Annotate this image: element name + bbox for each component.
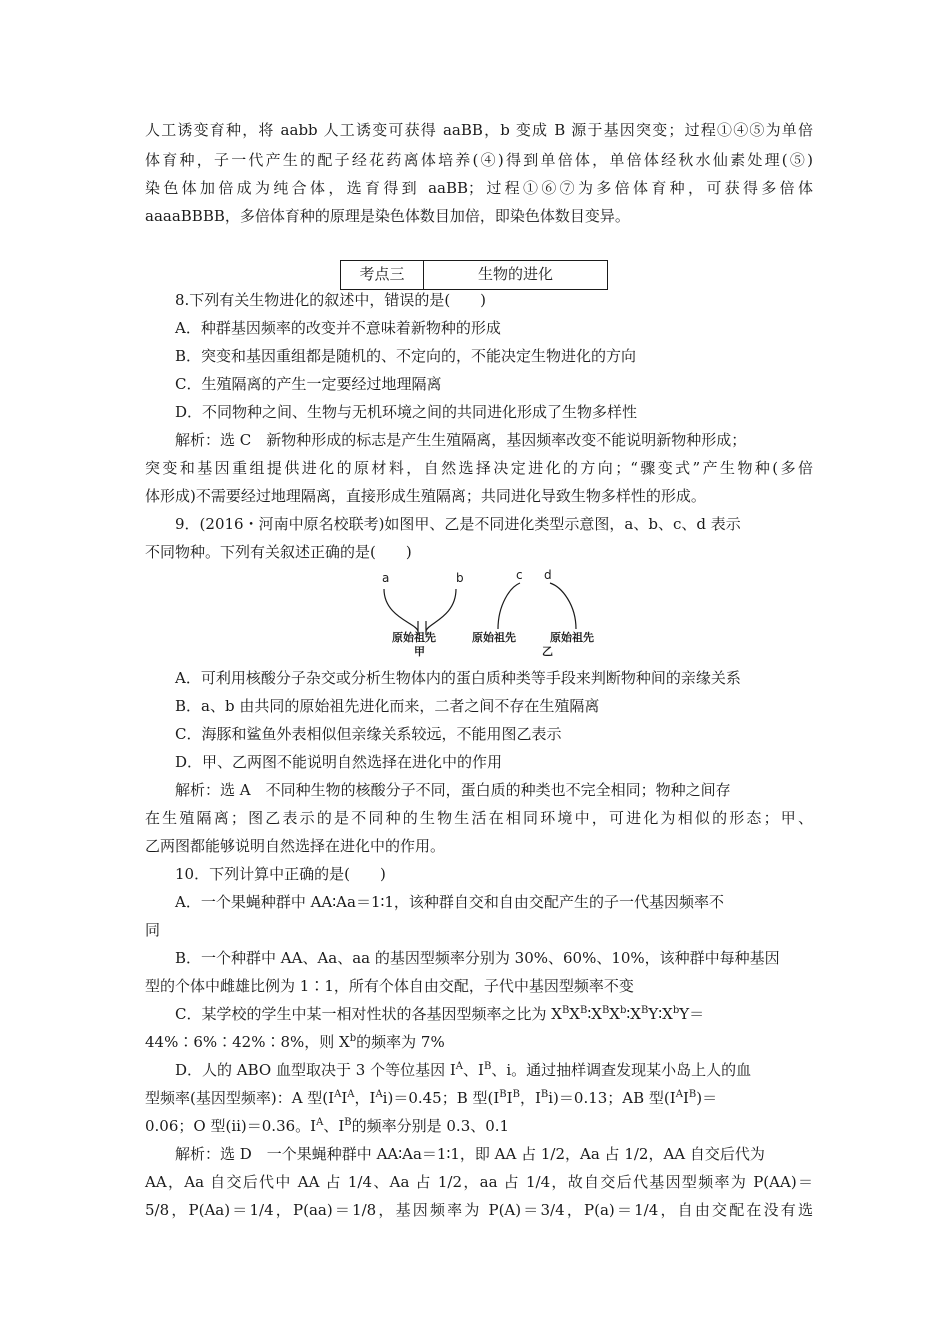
q9-answer-line-1: 解析：选 A 不同种生物的核酸分子不同，蛋白质的种类也不完全相同；物种之间存	[175, 781, 731, 799]
convergent-branch-d	[550, 583, 576, 629]
c-text-2: X	[569, 1005, 580, 1023]
c-sup-5: B	[640, 1005, 649, 1016]
d1-text-1: D．人的 ABO 血型取决于 3 个等位基因 I	[175, 1061, 456, 1079]
section-label: 考点三	[341, 261, 424, 289]
c2-text-1: 44%∶6%∶42%∶8%，则 X	[145, 1033, 350, 1051]
section-title: 生物的进化	[477, 265, 553, 283]
d1-sup-1: A	[455, 1061, 464, 1072]
d2-sup-3: A	[375, 1089, 383, 1100]
c-text-4: X	[609, 1005, 620, 1023]
q8-option-a: A．种群基因频率的改变并不意味着新物种的形成	[175, 319, 501, 337]
c-text-1: C．某学校的学生中某一相对性状的各基因型频率之比为 X	[175, 1005, 562, 1023]
q10-option-c-line-2	[145, 1028, 813, 1056]
d2-text-1: 型频率(基因型频率)：A 型(I	[145, 1089, 335, 1107]
q10-option-b-line-2: 型的个体中雌雄比例为 1∶1，所有个体自由交配，子代中基因型频率不变	[145, 977, 634, 995]
q9-answer-line-3: 乙两图都能够说明自然选择在进化中的作用。	[145, 837, 446, 855]
q10-option-a-line-1: A．一个果蝇种群中 AA∶Aa＝1∶1，该种群自交和自由交配产生的子一代基因频率不	[175, 893, 724, 911]
c2-text-2: 的频率为 7%	[356, 1033, 445, 1051]
c-sup-4: b	[619, 1005, 627, 1016]
q8-option-c: C．生殖隔离的产生一定要经过地理隔离	[175, 375, 442, 393]
q10-answer-line-3: 5/8，P(Aa)＝1/4，P(aa)＝1/8，基因频率为 P(A)＝3/4，P(a)＝1/4，自由交配在没有选	[145, 1201, 813, 1219]
species-d-label: d	[544, 568, 552, 582]
species-a-label: a	[382, 571, 390, 585]
d2-text-8: I	[682, 1089, 689, 1107]
d2-text-3: ，I	[354, 1089, 376, 1107]
figure-caption-yi: 乙	[542, 645, 553, 657]
convergent-branch-c	[498, 583, 520, 629]
q8-answer-line-3: 体形成)不需要经过地理隔离，直接形成生殖隔离；共同进化导致生物多样性的形成。	[145, 487, 706, 505]
d2-text-6: ，I	[519, 1089, 541, 1107]
species-c-label: c	[516, 568, 523, 582]
intro-line-3: 染色体加倍成为纯合体，选育得到 aaBB；过程①⑥⑦为多倍体育种，可获得多倍体	[145, 179, 813, 197]
q10-option-d-line-3	[145, 1112, 813, 1140]
q8-answer-line-2: 突变和基因重组提供进化的原材料，自然选择决定进化的方向；“骤变式”产生物种(多倍	[145, 459, 813, 477]
q10-option-d-line-1	[175, 1056, 843, 1084]
q9-answer-line-2: 在生殖隔离；图乙表示的是不同种的生物生活在相同环境中，可进化为相似的形态；甲、	[145, 809, 813, 827]
d2-text-9: )＝	[696, 1089, 718, 1107]
d2-sup-6: B	[540, 1089, 549, 1100]
q9-option-b: B．a、b 由共同的原始祖先进化而来，二者之间不存在生殖隔离	[175, 697, 600, 715]
c-text-3: ∶X	[587, 1005, 602, 1023]
q9-stem-line-1: 9．(2016・河南中原名校联考)如图甲、乙是不同进化类型示意图，a、b、c、d 表示	[175, 515, 741, 533]
q10-option-c-line-1	[175, 1000, 843, 1028]
c-text-5: ∶X	[626, 1005, 641, 1023]
q10-answer-line-2: AA，Aa 自交后代中 AA 占 1/4、Aa 占 1/2，aa 占 1/4，故自交后代基因型频率为 P(AA)＝	[145, 1173, 813, 1191]
c-sup-2: B	[579, 1005, 588, 1016]
d3-sup-1: A	[316, 1117, 324, 1128]
c-sup-1: B	[561, 1005, 570, 1016]
d3-text-1: 0.06；O 型(ii)＝0.36。I	[145, 1117, 317, 1135]
d2-sup-1: A	[334, 1089, 342, 1100]
q10-stem: 10．下列计算中正确的是( )	[175, 865, 386, 883]
d2-sup-2: A	[347, 1089, 355, 1100]
intro-line-4: aaaaBBBB，多倍体育种的原理是染色体数目加倍，即染色体数目变异。	[145, 207, 630, 225]
d2-text-5: I	[506, 1089, 513, 1107]
d1-text-2: 、I	[463, 1061, 484, 1079]
ancestor-label-yi-left: 原始祖先	[472, 631, 516, 644]
q10-option-b-line-1: B．一个种群中 AA、Aa、aa 的基因型频率分别为 30%、60%、10%，该种群中每种基因	[175, 949, 780, 967]
q9-option-a: A．可利用核酸分子杂交或分析生物体内的蛋白质种类等手段来判断物种间的亲缘关系	[175, 669, 741, 687]
d1-text-3: 、i。通过抽样调查发现某小岛上人的血	[491, 1061, 752, 1079]
q8-answer-line-1: 解析：选 C 新物种形成的标志是产生生殖隔离，基因频率改变不能说明新物种形成；	[175, 431, 747, 449]
d3-text-3: 的频率分别是 0.3、0.1	[351, 1117, 510, 1135]
intro-line-2: 体育种，子一代产生的配子经花药离体培养(④)得到单倍体，单倍体经秋水仙素处理(⑤)	[145, 151, 813, 169]
branch-to-b	[426, 589, 456, 631]
d3-sup-2: B	[344, 1117, 352, 1128]
d2-sup-5: B	[512, 1089, 520, 1100]
d3-text-2: 、I	[323, 1117, 345, 1135]
d2-text-7: i)＝0.13；AB 型(I	[548, 1089, 676, 1107]
d2-text-4: i)＝0.45；B 型(I	[382, 1089, 500, 1107]
d2-text-2: I	[341, 1089, 348, 1107]
q8-stem: 8.下列有关生物进化的叙述中，错误的是( )	[175, 291, 487, 309]
c-text-7: Y＝	[679, 1005, 705, 1023]
d2-sup-4: B	[499, 1089, 507, 1100]
c-sup-6: b	[672, 1005, 680, 1016]
d1-sup-2: B	[483, 1061, 492, 1072]
q9-option-d: D．甲、乙两图不能说明自然选择在进化中的作用	[175, 753, 503, 771]
d2-sup-8: B	[688, 1089, 697, 1100]
q8-option-b: B．突变和基因重组都是随机的、不定向的，不能决定生物进化的方向	[175, 347, 637, 365]
figure-caption-jia: 甲	[414, 645, 425, 657]
intro-line-1: 人工诱变育种，将 aabb 人工诱变可获得 aaBB，b 变成 B 源于基因突变；过程①④⑤为单倍	[145, 121, 813, 139]
c-text-6: Y∶X	[648, 1005, 673, 1023]
c-sup-3: B	[601, 1005, 610, 1016]
q8-option-d: D．不同物种之间、生物与无机环境之间的共同进化形成了生物多样性	[175, 403, 638, 421]
q10-option-d-line-2	[145, 1084, 813, 1112]
d2-sup-7: A	[675, 1089, 683, 1100]
q9-stem-line-2: 不同物种。下列有关叙述正确的是( )	[145, 543, 412, 561]
ancestor-label-jia: 原始祖先	[392, 631, 436, 644]
c2-sup-1: b	[349, 1033, 357, 1044]
q10-answer-line-1: 解析：选 D 一个果蝇种群中 AA∶Aa＝1∶1，即 AA 占 1/2，Aa 占 1/2，AA 自交后代为	[175, 1145, 765, 1163]
species-b-label: b	[456, 571, 464, 585]
branch-to-a	[384, 589, 418, 631]
q9-option-c: C．海豚和鲨鱼外表相似但亲缘关系较远，不能用图乙表示	[175, 725, 562, 743]
q10-option-a-line-2: 同	[145, 921, 161, 939]
ancestor-label-yi-right: 原始祖先	[550, 631, 594, 644]
evolution-type-figure	[370, 565, 610, 657]
